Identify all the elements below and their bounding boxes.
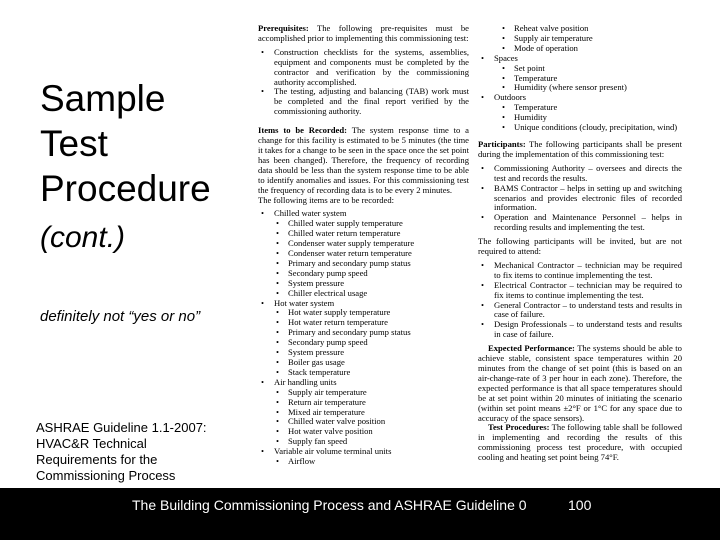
vav-continued-list (478, 24, 682, 133)
participants-paragraph (478, 140, 682, 160)
list-item: • Temperature (478, 74, 682, 84)
group-item: • Outdoors (478, 93, 682, 103)
title-line: Test (40, 123, 108, 164)
list-item: • Temperature (478, 103, 682, 113)
title-line: Sample (40, 78, 166, 119)
reference-line: Requirements for the (36, 452, 158, 467)
title-continued: (cont.) (40, 221, 126, 254)
list-item: • Construction checklists for the systems, assemblies, equipment and components must be completed by the contractor and verification by the commissioning authority accomplished. (258, 48, 469, 88)
list-item: • Return air temperature (258, 398, 469, 408)
list-item: • Reheat valve position (478, 24, 682, 34)
prerequisites-list (258, 48, 469, 117)
reference-line: Commissioning Process (36, 468, 176, 483)
list-item: • Boiler gas usage (258, 358, 469, 368)
list-item: • System pressure (258, 279, 469, 289)
list-item: • Secondary pump speed (258, 269, 469, 279)
list-item: • Design Professionals – to understand tests and results in case of failure. (478, 320, 682, 340)
list-item: • Mode of operation (478, 44, 682, 54)
group-item: • Hot water system (258, 299, 469, 309)
reference-line: HVAC&R Technical (36, 436, 147, 451)
list-item: • Commissioning Authority – oversees and directs the test and records the results. (478, 164, 682, 184)
record-list (258, 209, 469, 467)
list-item: • Condenser water supply temperature (258, 239, 469, 249)
list-item: • Supply air temperature (258, 388, 469, 398)
list-item: • General Contractor – to understand tests and results in case of failure. (478, 301, 682, 321)
invited-list (478, 261, 682, 340)
expected-heading: Expected Performance: (488, 343, 575, 354)
list-item: • Chilled water supply temperature (258, 219, 469, 229)
record-paragraph (258, 126, 469, 195)
participants-heading: Participants: (478, 138, 526, 149)
group-item: • Variable air volume terminal units (258, 447, 469, 457)
title-line: Procedure (40, 168, 211, 209)
record-list-intro: The following items are to be recorded: (258, 194, 395, 205)
page-number: 100 (568, 497, 592, 513)
list-item: • Supply fan speed (258, 437, 469, 447)
footer-bar (0, 488, 720, 540)
list-item: • Humidity (478, 113, 682, 123)
record-intro: The system response time to a change for this facility is estimated to be 5 minutes (the time it takes for a change to be seen in the space once the set point has been changed). Therefore, the frequency of recording data should be less than the system response time to be able to identify anomalies and issues. For this commissioning test the frequency of recording data is to be every 2 minutes. (258, 125, 470, 195)
list-item: • Primary and secondary pump status (258, 259, 469, 269)
list-item: • Chilled water return temperature (258, 229, 469, 239)
list-item: • The testing, adjusting and balancing (TAB) work must be completed and the final report verified by the commissioning authority. (258, 87, 469, 117)
participants-list (478, 164, 682, 233)
prerequisites-intro: The following pre-requisites must be accomplished prior to implementing this commissioning test: (258, 23, 469, 43)
slide-title (40, 76, 255, 260)
list-item: • Operation and Maintenance Personnel – helps in recording results and implementing the test. (478, 213, 682, 233)
group-item: • Air handling units (258, 378, 469, 388)
prerequisites-heading: Prerequisites: (258, 23, 309, 33)
list-item: • Mixed air temperature (258, 408, 469, 418)
list-item: • Airflow (258, 457, 469, 467)
list-item: • Chilled water valve position (258, 417, 469, 427)
tagline: definitely not “yes or no” (40, 308, 201, 325)
record-heading: Items to be Recorded: (258, 125, 347, 136)
invited-intro: The following participants will be invited, but are not required to attend: (478, 236, 682, 257)
list-item: • System pressure (258, 348, 469, 358)
list-item: • Hot water supply temperature (258, 308, 469, 318)
footer-title: The Building Commissioning Process and ASHRAE Guideline 0 (132, 497, 527, 513)
reference-line: ASHRAE Guideline 1.1-2007: (36, 420, 207, 435)
list-item: • Supply air temperature (478, 34, 682, 44)
procedures-paragraph (478, 423, 682, 463)
group-item: • Spaces (478, 54, 682, 64)
guideline-reference (36, 420, 251, 484)
procedures-text: The following table shall be followed in implementing and recording the results of this commissioning process test procedure, with occupied cooling and heating set point being 74°F. (478, 422, 682, 463)
list-item: • Stack temperature (258, 368, 469, 378)
participants-intro: The following participants shall be present during the implementation of this commissioning test: (478, 138, 682, 159)
list-item: • Unique conditions (cloudy, precipitation, wind) (478, 123, 682, 133)
list-item: • Humidity (where sensor present) (478, 83, 682, 93)
list-item: • Condenser water return temperature (258, 249, 469, 259)
list-item: • Secondary pump speed (258, 338, 469, 348)
document-left-column (258, 24, 469, 467)
list-item: • Mechanical Contractor – technician may be required to fix items to continue implementing the test. (478, 261, 682, 281)
list-item: • Set point (478, 64, 682, 74)
group-item: • Chilled water system (258, 209, 469, 219)
list-item: • Primary and secondary pump status (258, 328, 469, 338)
expected-text: The systems should be able to achieve stable, consistent space temperatures within 20 minutes from the change of set point (this is based on an air-change-rate of 3 per hour in each zone). Therefore, the expected performance is that all space temperatures should be at set point within 20 minutes of initiating the scenario (within set point means ±2°F or 1°C for any space due to accuracy of the space sensors). (478, 343, 682, 423)
list-item: • BAMS Contractor – helps in setting up and switching scenarios and provides electronic files of recorded information. (478, 184, 682, 214)
prerequisites-paragraph (258, 24, 469, 44)
document-right-column (478, 24, 682, 463)
expected-paragraph (478, 344, 682, 423)
list-item: • Chiller electrical usage (258, 289, 469, 299)
list-item: • Hot water valve position (258, 427, 469, 437)
procedures-heading: Test Procedures: (488, 422, 550, 433)
list-item: • Hot water return temperature (258, 318, 469, 328)
list-item: • Electrical Contractor – technician may be required to fix items to continue implementing the test. (478, 281, 682, 301)
